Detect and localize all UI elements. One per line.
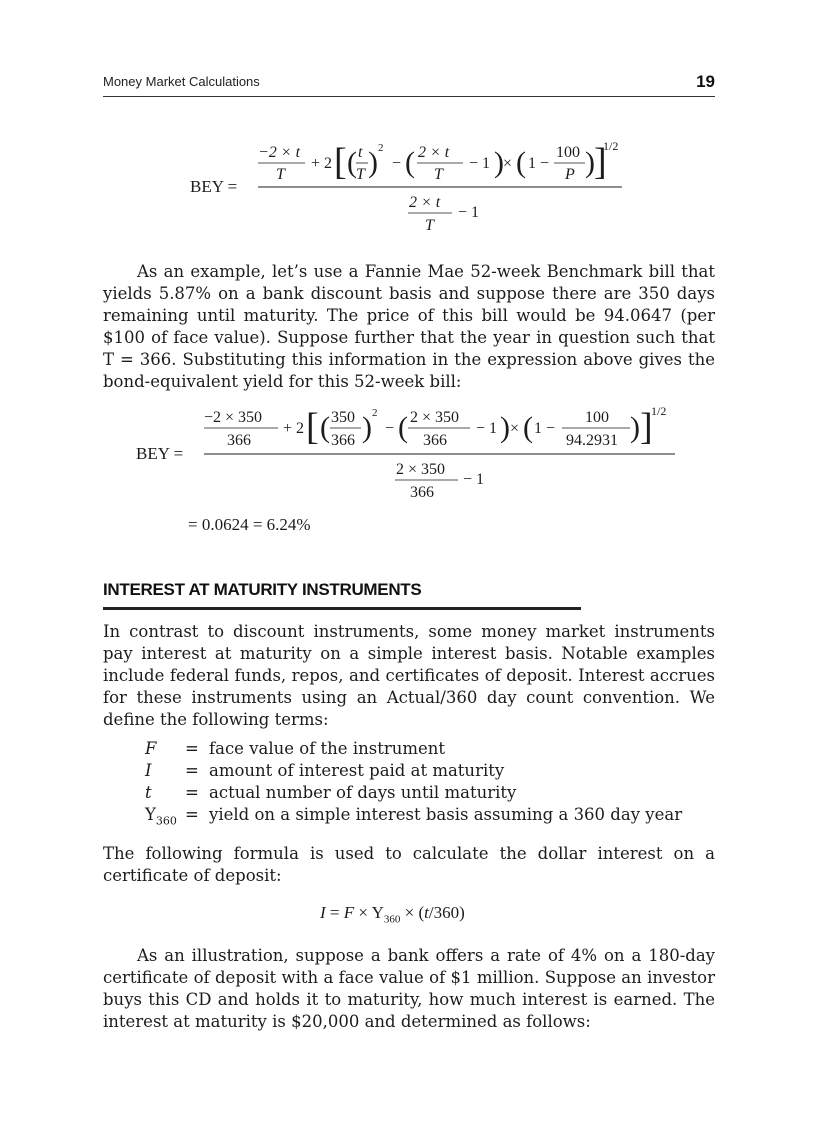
svg-text:− 1: − 1 (476, 420, 498, 437)
bey-lhs: BEY = (190, 177, 238, 196)
section-heading (103, 580, 581, 610)
svg-text:2 × 350: 2 × 350 (410, 409, 460, 426)
svg-text:×: × (510, 420, 520, 437)
svg-text:): ) (494, 146, 504, 179)
close-bracket: ] (594, 141, 607, 183)
svg-text:350: 350 (331, 409, 355, 426)
svg-text:−: − (385, 420, 395, 437)
open-bracket: [ (334, 141, 347, 183)
definition-item: $Y_{360}$ = yield on a simple interest basis assuming a 360 day year (145, 805, 683, 828)
definitions-list (145, 738, 682, 826)
example-paragraph: As an example, let’s use a Fannie Mae 52-week Benchmark bill that yields 5.87% on a bank discount basis and suppose there are 350 days remaining until maturity. The price of this bill would be 94.0647 (per $100 of face value). Suppose further that the year in question such that T = 366. Substituting this information in the expression above gives the bond-equivalent yield for this 52-week bill: (103, 262, 715, 391)
definition-item: t = actual number of days until maturity (145, 783, 517, 802)
svg-text:]: ] (640, 406, 653, 448)
running-header-title: Money Market Calculations (103, 74, 260, 89)
svg-text:2 × t: 2 × t (409, 194, 441, 211)
svg-text:(: ( (523, 411, 533, 444)
svg-text:(: ( (320, 411, 330, 444)
illustration-paragraph: As an illustration, suppose a bank offers a rate of 4% on a 180-day certificate of deposit with a face value of $1 million. Suppose an investor buys this CD and holds it to maturity, how much interest is earned. The interest at maturity is $20,000 and determined as follows: (103, 946, 715, 1031)
bey-result: = 0.0624 = 6.24% (188, 515, 311, 534)
formula-intro-paragraph: The following formula is used to calculate the dollar interest on a certificate of deposit: (103, 844, 715, 885)
svg-text:−2 × 350: −2 × 350 (204, 409, 263, 426)
svg-text:366: 366 (410, 484, 434, 501)
svg-text:100: 100 (556, 144, 580, 161)
definition-item: F = face value of the instrument (145, 739, 446, 758)
svg-text:t: t (358, 144, 363, 161)
svg-text:T: T (356, 166, 365, 183)
open-paren-1: ( (347, 146, 357, 179)
svg-text:366: 366 (423, 432, 447, 449)
svg-text:2: 2 (372, 407, 378, 419)
lead-denominator: T (276, 166, 285, 183)
svg-text:): ) (368, 146, 378, 179)
bey-lhs-2: BEY = (136, 444, 184, 463)
svg-text:[: [ (306, 406, 319, 448)
interest-formula: $I = F \times Y_{360} \times (t/360)$ (320, 903, 465, 926)
svg-text:366: 366 (227, 432, 251, 449)
svg-text:2 × t: 2 × t (418, 144, 450, 161)
svg-text:P: P (565, 166, 575, 183)
svg-text:− 1: − 1 (458, 204, 480, 221)
svg-text:−: − (392, 155, 402, 172)
svg-text:): ) (630, 411, 640, 444)
svg-text:×: × (503, 155, 513, 172)
svg-text:): ) (500, 411, 510, 444)
running-header (103, 72, 715, 97)
svg-text:94.2931: 94.2931 (566, 432, 618, 449)
svg-text:1 −: 1 − (534, 420, 556, 437)
svg-text:T: T (434, 166, 443, 183)
svg-text:366: 366 (331, 432, 355, 449)
svg-text:− 1: − 1 (463, 471, 485, 488)
svg-text:(: ( (398, 411, 408, 444)
svg-text:(: ( (405, 146, 415, 179)
svg-text:2: 2 (378, 142, 384, 154)
definition-item: I = amount of interest paid at maturity (145, 761, 505, 780)
svg-text:1 −: 1 − (528, 155, 550, 172)
exponent-half: 1/2 (603, 139, 619, 153)
page-number: 19 (696, 72, 715, 91)
svg-text:): ) (585, 146, 595, 179)
section-heading-text: INTEREST AT MATURITY INSTRUMENTS (103, 580, 422, 599)
intro-paragraph: In contrast to discount instruments, some money market instruments pay interest at maturity on a simple interest basis. Notable examples include federal funds, repos, and certificates of deposit. Interest accrues for these instruments using an Actual/360 day count convention. We define the following terms: (103, 622, 715, 729)
svg-text:1/2: 1/2 (651, 404, 667, 418)
svg-text:(: ( (516, 146, 526, 179)
svg-text:): ) (362, 411, 372, 444)
svg-text:T: T (425, 217, 434, 234)
svg-text:2 × 350: 2 × 350 (396, 461, 446, 478)
svg-text:100: 100 (585, 409, 609, 426)
plus-two: + 2 (311, 155, 333, 172)
lead-numerator: −2 × t (258, 144, 301, 161)
svg-text:+ 2: + 2 (283, 420, 305, 437)
svg-text:− 1: − 1 (469, 155, 491, 172)
